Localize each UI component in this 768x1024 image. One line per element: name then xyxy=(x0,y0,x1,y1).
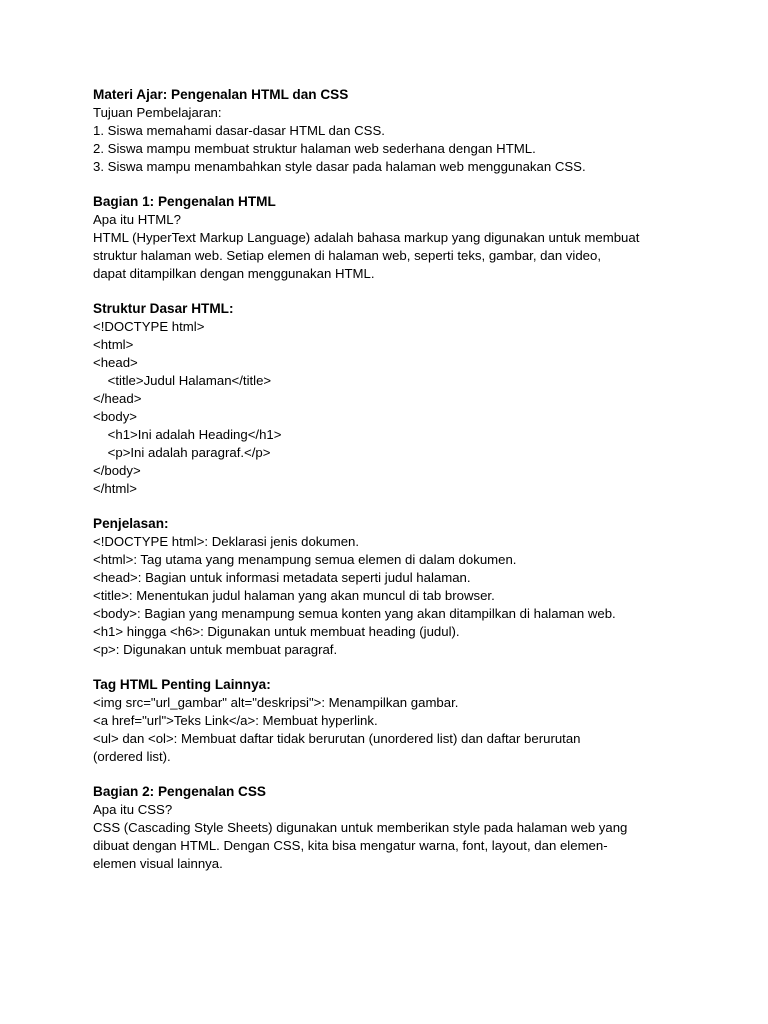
code-line: <h1>Ini adalah Heading</h1> xyxy=(93,427,282,442)
explanation-line: <title>: Menentukan judul halaman yang akan muncul di tab browser. xyxy=(93,588,495,603)
paragraph-line: struktur halaman web. Setiap elemen di halaman web, seperti teks, gambar, dan video, xyxy=(93,248,602,263)
section-heading: Penjelasan: xyxy=(93,516,169,531)
tag-line: (ordered list). xyxy=(93,749,171,764)
explanation-line: <body>: Bagian yang menampung semua konten yang akan ditampilkan di halaman web. xyxy=(93,606,616,621)
objective-item: 1. Siswa memahami dasar-dasar HTML dan CSS. xyxy=(93,123,385,138)
paragraph-line: HTML (HyperText Markup Language) adalah bahasa markup yang digunakan untuk membuat xyxy=(93,230,640,245)
section-question: Apa itu CSS? xyxy=(93,802,173,817)
paragraph-line: CSS (Cascading Style Sheets) digunakan untuk memberikan style pada halaman web yang xyxy=(93,820,628,835)
explanation-line: <p>: Digunakan untuk membuat paragraf. xyxy=(93,642,338,657)
objectives-label: Tujuan Pembelajaran: xyxy=(93,105,222,120)
code-line: </body> xyxy=(93,463,141,478)
code-line: <body> xyxy=(93,409,137,424)
tag-line: <a href="url">Teks Link</a>: Membuat hyperlink. xyxy=(93,713,378,728)
html-intro-section xyxy=(93,193,693,283)
tag-line: <ul> dan <ol>: Membuat daftar tidak berurutan (unordered list) dan daftar berurutan xyxy=(93,731,581,746)
code-line: </html> xyxy=(93,481,137,496)
html-structure-section xyxy=(93,300,693,498)
tag-line: <img src="url_gambar" alt="deskripsi">: Menampilkan gambar. xyxy=(93,695,459,710)
paragraph-line: dibuat dengan HTML. Dengan CSS, kita bisa mengatur warna, font, layout, dan elemen- xyxy=(93,838,608,853)
section-heading: Bagian 1: Pengenalan HTML xyxy=(93,194,276,209)
explanation-line: <!DOCTYPE html>: Deklarasi jenis dokumen. xyxy=(93,534,360,549)
document-title: Materi Ajar: Pengenalan HTML dan CSS xyxy=(93,87,349,102)
explanation-section xyxy=(93,515,693,659)
explanation-line: <h1> hingga <h6>: Digunakan untuk membuat heading (judul). xyxy=(93,624,460,639)
paragraph-line: elemen visual lainnya. xyxy=(93,856,223,871)
document-page xyxy=(93,86,693,890)
paragraph-line: dapat ditampilkan dengan menggunakan HTML. xyxy=(93,266,375,281)
code-line: <head> xyxy=(93,355,138,370)
section-question: Apa itu HTML? xyxy=(93,212,181,227)
css-intro-section xyxy=(93,783,693,873)
section-heading: Struktur Dasar HTML: xyxy=(93,301,234,316)
code-line: <p>Ini adalah paragraf.</p> xyxy=(93,445,271,460)
code-line: <title>Judul Halaman</title> xyxy=(93,373,272,388)
code-line: </head> xyxy=(93,391,142,406)
code-line: <html> xyxy=(93,337,134,352)
section-heading: Tag HTML Penting Lainnya: xyxy=(93,677,271,692)
intro-section xyxy=(93,86,693,176)
objective-item: 3. Siswa mampu menambahkan style dasar pada halaman web menggunakan CSS. xyxy=(93,159,586,174)
section-heading: Bagian 2: Pengenalan CSS xyxy=(93,784,266,799)
code-line: <!DOCTYPE html> xyxy=(93,319,205,334)
explanation-line: <head>: Bagian untuk informasi metadata seperti judul halaman. xyxy=(93,570,471,585)
objective-item: 2. Siswa mampu membuat struktur halaman web sederhana dengan HTML. xyxy=(93,141,536,156)
important-tags-section xyxy=(93,676,693,766)
explanation-line: <html>: Tag utama yang menampung semua elemen di dalam dokumen. xyxy=(93,552,517,567)
